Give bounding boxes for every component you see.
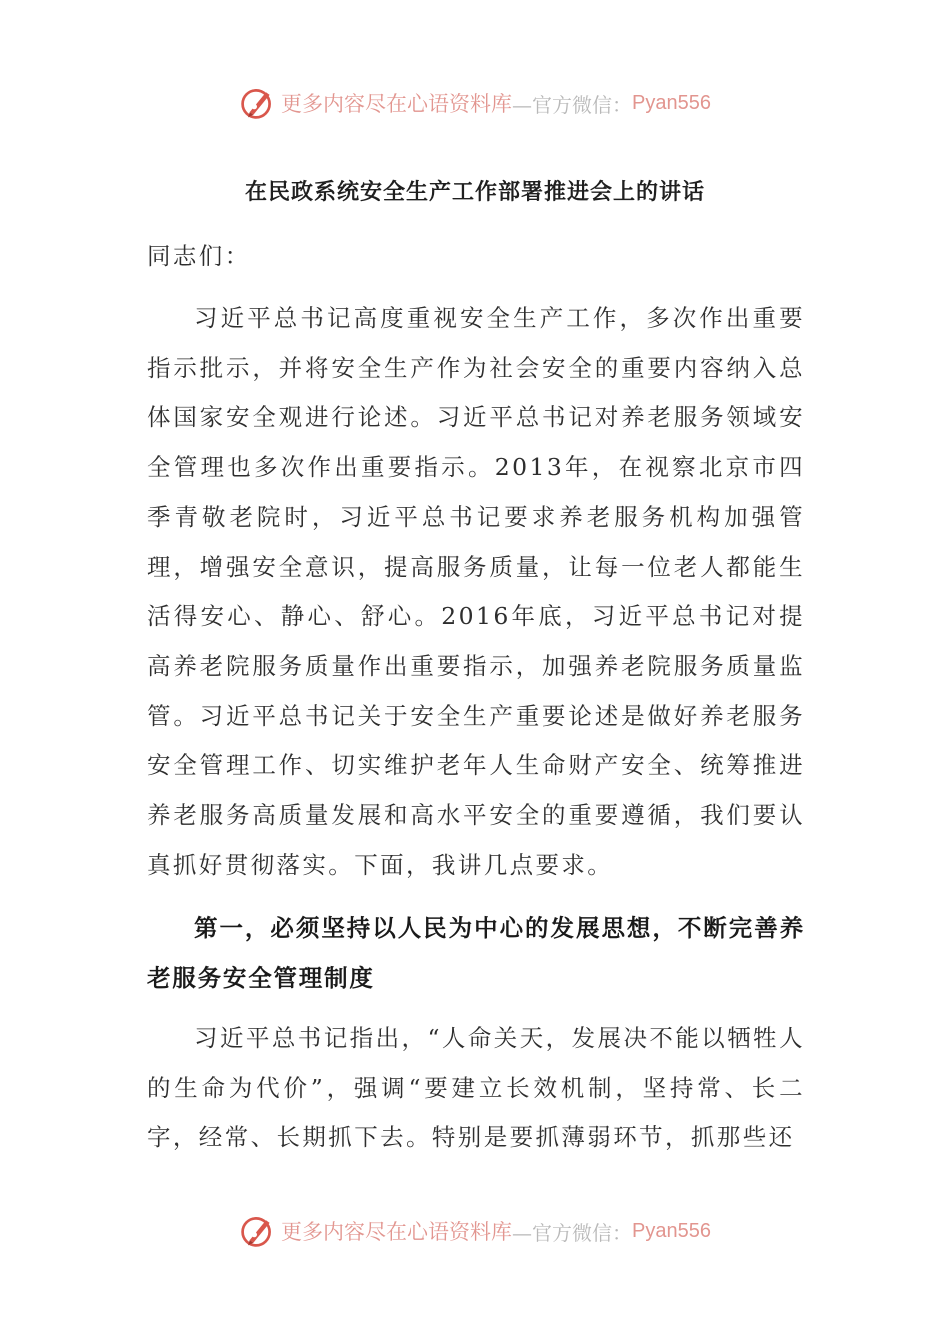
paragraph-text: 习近平总书记高度重视安全生产工作，多次作出重要指示批示，并将安全生产作为社会安全的重要内容纳入总体国家安全观进行论述。习近平总书记对养老服务领域安全管理也多次作出重要指示。2013年，在视察北京市四季青敬老院时，习近平总书记要求养老服务机构加强管理，增强安全意识，提高服务质量，让每一位老人都能生活得安心、静心、舒心。2016年底，习近平总书记对提高养老院服务质量作出重要指示，加强养老院服务质量监管。习近平总书记关于安全生产重要论述是做好养老服务安全管理工作、切实维护老年人生命财产安全、统筹推进养老服务高质量发展和高水平安全的重要遵循，我们要认真抓好贯彻落实。下面，我讲几点要求。 xyxy=(147,304,805,879)
banner-contact-label: —官方微信： xyxy=(512,1220,633,1245)
document-title: 在民政系统安全生产工作部署推进会上的讲话 xyxy=(244,179,705,205)
pen-logo-icon xyxy=(239,1213,275,1249)
banner-brand-text: 更多内容尽在心语资料库 xyxy=(281,92,513,116)
footer-banner xyxy=(0,1211,950,1251)
salutation-text: 同志们： xyxy=(147,242,251,270)
body-paragraph-1 xyxy=(147,294,805,890)
banner-wechat-id: Pyan556 xyxy=(632,91,711,114)
heading-text: 第一，必须坚持以人民为中心的发展思想，不断完善养老服务安全管理制度 xyxy=(147,914,805,992)
header-banner xyxy=(0,83,950,123)
section-heading-1 xyxy=(147,904,805,1003)
banner-brand-text: 更多内容尽在心语资料库 xyxy=(281,1220,513,1244)
salutation xyxy=(147,232,805,282)
paragraph-text: 习近平总书记指出，“人命关天，发展决不能以牺牲人的生命为代价”，强调“要建立长效机制，坚持常、长二字，经常、长期抓下去。特别是要抓薄弱环节，抓那些还 xyxy=(147,1024,805,1152)
banner-contact-label: —官方微信： xyxy=(512,92,633,117)
body-paragraph-2 xyxy=(147,1014,805,1163)
banner-wechat-id: Pyan556 xyxy=(632,1219,711,1242)
pen-logo-icon xyxy=(239,85,275,121)
